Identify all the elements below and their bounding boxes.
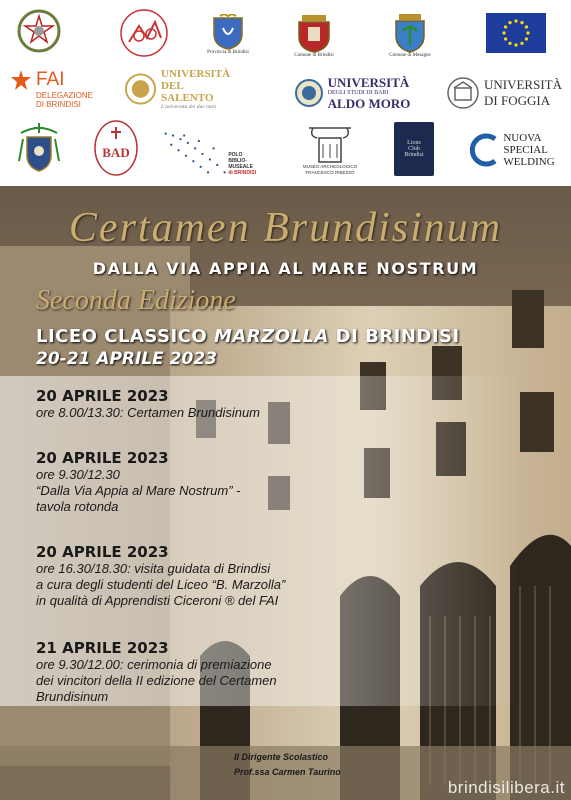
provincia-brindisi-logo xyxy=(196,6,260,64)
event-day: 20 APRILE 2023 xyxy=(36,543,169,561)
edition-label: Seconda Edizione xyxy=(36,285,236,316)
signature-name: Prof.ssa Carmen Taurino xyxy=(234,767,341,777)
polo-line2: BIBLIO-MUSEALE xyxy=(228,158,253,170)
unifoggia-seal-icon xyxy=(446,76,480,110)
logo-strip xyxy=(0,0,571,186)
lions-line1: Lions xyxy=(407,140,421,146)
event-1 xyxy=(36,387,260,421)
lions-line2: Club xyxy=(408,146,420,152)
poster-subtitle: DALLA VIA APPIA AL MARE NOSTRUM xyxy=(92,259,479,278)
event-day: 20 APRILE 2023 xyxy=(36,387,169,405)
unibari-line1: UNIVERSITÀ xyxy=(327,75,410,90)
school-prefix: LICEO CLASSICO xyxy=(36,326,214,347)
comune-brindisi-logo xyxy=(282,6,346,66)
event-line: ore 9.30/12.00: cerimonia di premiazione xyxy=(36,657,272,672)
polo-line1: POLO xyxy=(228,152,243,158)
unisalento-logo xyxy=(124,68,236,110)
watermark: brindisilibera.it xyxy=(447,778,565,797)
event-line: “Dalla Via Appia al Mare Nostrum” - xyxy=(36,483,241,498)
lions-club-logo xyxy=(394,122,434,176)
nsw-line3: WELDING xyxy=(503,156,555,168)
nsw-c-icon xyxy=(469,133,499,167)
fai-sub2: DI BRINDISI xyxy=(36,100,81,109)
school-name-italic: MARZOLLA xyxy=(213,326,329,347)
unifoggia-logo xyxy=(446,74,562,112)
unibari-line2: DEGLI STUDI DI BARI xyxy=(327,90,389,96)
museo-line2: FRANCESCO RIBEZZO xyxy=(305,170,355,175)
event-line: a cura degli studenti del Liceo “B. Marzolla” xyxy=(36,577,286,592)
fai-sub1: DELEGAZIONE xyxy=(36,91,93,100)
dotted-pattern-icon xyxy=(162,128,228,178)
event-day: 21 APRILE 2023 xyxy=(36,639,169,657)
nsw-line2: SPECIAL xyxy=(503,144,548,156)
event-line: ore 16.30/18.30: visita guidata di Brindisi xyxy=(36,561,271,576)
event-day: 20 APRILE 2023 xyxy=(36,449,169,467)
unisalento-line1: UNIVERSITÀ xyxy=(161,68,231,80)
event-line: ore 9.30/12.30 xyxy=(36,467,120,482)
school-name xyxy=(36,326,460,347)
lions-line3: Brindisi xyxy=(404,152,424,158)
provincia-label: Provincia di Brindisi xyxy=(207,50,249,55)
eu-flag-icon xyxy=(486,13,546,53)
unibari-seal-icon xyxy=(294,78,324,108)
polo-biblio-museale-logo xyxy=(162,122,268,178)
bad-text: BAD xyxy=(102,145,130,160)
event-line: ore 8.00/13.30: Certamen Brundisinum xyxy=(36,405,261,420)
comune-mesagne-logo xyxy=(378,6,442,66)
fai-star-icon xyxy=(10,69,32,91)
unisalento-line2: DEL SALENTO xyxy=(161,80,214,104)
nsw-line1: NUOVA xyxy=(503,132,542,144)
comune-brindisi-label: Comune di Brindisi xyxy=(294,53,334,58)
event-line: Brundisinum xyxy=(36,689,109,704)
event-dates: 20-21 APRILE 2023 xyxy=(36,349,217,369)
nuova-special-welding-logo xyxy=(462,128,562,172)
certamen-title: Certamen Brundisinum xyxy=(68,205,503,251)
italian-republic-emblem xyxy=(16,8,62,54)
unifoggia-line2: DI FOGGIA xyxy=(484,93,551,108)
fai-logo xyxy=(10,68,110,110)
event-2 xyxy=(36,449,240,515)
unibari-line3: ALDO MORO xyxy=(327,96,411,111)
capital-column-icon xyxy=(305,122,355,164)
bad-logo xyxy=(92,118,140,178)
red-seal-logo xyxy=(118,8,170,58)
school-suffix: DI BRINDISI xyxy=(328,326,460,347)
event-line: dei vincitori della II edizione del Certamen xyxy=(36,673,277,688)
museo-ribezzo-logo xyxy=(292,120,368,178)
event-3 xyxy=(36,543,285,609)
poster xyxy=(0,186,571,800)
event-line: tavola rotonda xyxy=(36,499,119,514)
unifoggia-line1: UNIVERSITÀ xyxy=(484,77,562,92)
unibari-logo xyxy=(292,74,412,112)
polo-line3: di BRINDISI xyxy=(228,170,257,176)
fai-name: FAI xyxy=(36,69,65,90)
unisalento-seal-icon xyxy=(124,72,157,106)
unisalento-line3: L'università dei due mari xyxy=(161,104,217,110)
event-line: in qualità di Apprendisti Ciceroni ® del FAI xyxy=(36,593,279,608)
comune-mesagne-label: Comune di Mesagne xyxy=(389,53,431,58)
event-4 xyxy=(36,639,277,705)
diocese-coat-of-arms xyxy=(14,120,64,178)
signature-role: Il Dirigente Scolastico xyxy=(234,752,329,762)
signature-block xyxy=(234,750,341,780)
museo-line1: MUSEO ARCHEOLOGICO xyxy=(302,164,358,169)
